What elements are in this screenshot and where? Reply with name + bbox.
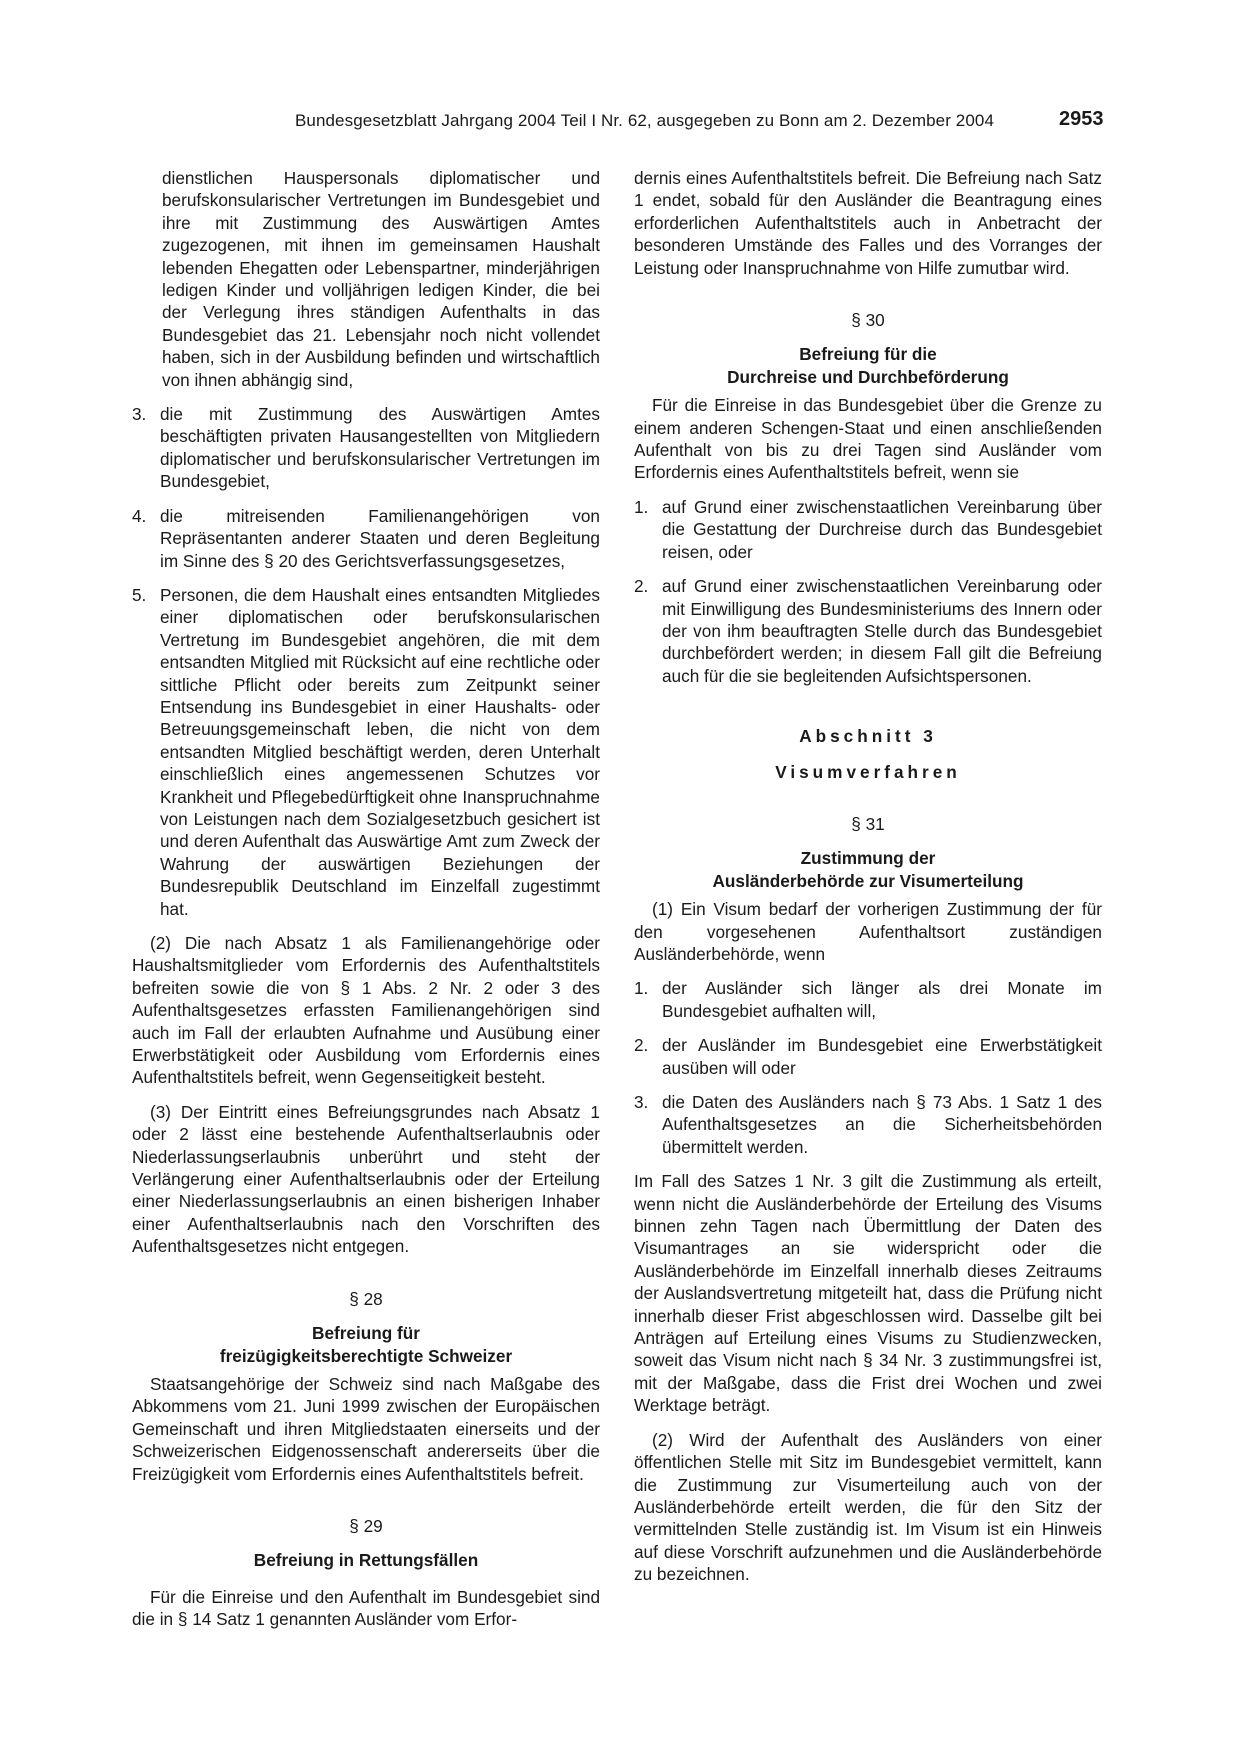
list-item: [634, 977, 1102, 1022]
page-header: [0, 0, 1244, 140]
item-text: Personen, die dem Haushalt eines entsandten Mitgliedes einer diplomatischen oder berufskonsularischen Vertretung im Bundesgebiet angehören, die mit dem entsandten Mitglied mit Rücksicht auf eine rechtliche oder sittliche Pflicht oder bereits zum Zeitpunkt seiner Entsendung ins Bundesgebiet in einer Haushalts- oder Betreuungsgemeinschaft leben, die nicht von dem entsandten Mitglied beschäftigt werden, deren Unterhalt einschließlich eines angemessenen Schutzes vor Krankheit und Pflegebedürftigkeit ohne Inanspruchnahme von Leistungen nach dem Sozialgesetzbuch gesichert ist und deren Aufenthalt das Auswärtige Amt zum Zweck der Wahrung der auswärtigen Beziehungen der Bundesrepublik Deutschland im Einzelfall zugestimmt hat.: [160, 584, 600, 919]
right-column: [634, 167, 1102, 1598]
item-text: die mitreisenden Familienangehörigen von Repräsentanten anderer Staaten und deren Begleitung im Sinne des § 20 des Gerichtsverfassungsgesetzes,: [160, 505, 600, 571]
item-text: die mit Zustimmung des Auswärtigen Amtes beschäftigten privaten Hausangestellten von Mitgliedern diplomatischer und berufskonsularischer Vertretungen im Bundesgebiet,: [160, 404, 600, 492]
section-title-29: Befreiung in Rettungsfällen: [253, 1550, 479, 1571]
section-31-absatz-1-continuation: Im Fall des Satzes 1 Nr. 3 gilt die Zustimmung als erteilt, wenn nicht die Ausländerbehörde der Erteilung des Visums binnen zehn Tagen nach Übermittlung der Daten des Visumantrages an sie widerspricht oder die Ausländerbehörde im Einzelfall innerhalb dieses Zeitraums der Auslandsvertretung mitgeteilt hat, dass die Prüfung nicht innerhalb dieser Frist abgeschlossen wird. Dasselbe gilt bei Anträgen auf Erteilung eines Visums zu Studienzwecken, soweit das Visum nicht nach § 34 Nr. 3 zustimmungsfrei ist, mit der Maßgabe, dass die Frist drei Wochen und zwei Werktage beträgt.: [634, 1171, 1102, 1416]
item-text: auf Grund einer zwischenstaatlichen Vereinbarung über die Gestattung der Durchreise durch das Bundesgebiet reisen, oder: [662, 496, 1102, 562]
item-number: 1.: [634, 496, 649, 517]
item-number: 5.: [132, 584, 147, 605]
list-item: [634, 1034, 1102, 1079]
list-item: [132, 584, 600, 920]
list-item: [634, 575, 1102, 687]
item-number: 2.: [634, 576, 649, 597]
item-text: die Daten des Ausländers nach § 73 Abs. 1 Satz 1 des Aufenthaltsgesetzes an die Sicherheitsbehörden übermittelt werden.: [662, 1092, 1102, 1157]
section-30-text: Für die Einreise in das Bundesgebiet über die Grenze zu einem anderen Schengen-Staat und einen anschließenden Aufenthalt von bis zu drei Tagen sind Ausländer vom Erfordernis eines Aufenthaltstitels befreit, wenn sie: [634, 395, 1102, 483]
list-item: [634, 1091, 1102, 1158]
item-text: auf Grund einer zwischenstaatlichen Vereinbarung oder mit Einwilligung des Bundesministeriums des Innern oder der von ihm beauftragten Stelle durch das Bundesgebiet durchbefördert werden; in diesem Fall gilt die Befreiung auch für die sie begleitenden Aufsichtspersonen.: [662, 576, 1102, 686]
page-number: 2953: [1059, 108, 1104, 130]
list-item: [132, 505, 600, 572]
paragraph-absatz-2: (2) Die nach Absatz 1 als Familienangehörige oder Haushaltsmitglieder vom Erfordernis des Aufenthaltstitels befreiten sowie die von § 1 Abs. 2 Nr. 2 oder 3 des Aufenthaltsgesetzes erfassten Familienangehörigen sind auch im Fall der erlaubten Aufnahme und Ausübung einer Erwerbstätigkeit oder Ausbildung vom Erfordernis eines Aufenthaltstitels befreit, wenn Gegenseitigkeit besteht.: [132, 933, 600, 1088]
section-number-30: § 30: [851, 310, 885, 331]
section-number-29: § 29: [349, 1515, 383, 1536]
section-title-line: Befreiung für die: [799, 344, 937, 365]
section-title-30: [634, 343, 1102, 388]
section-title-line: Durchreise und Durchbeförderung: [727, 366, 1009, 387]
item-text: der Ausländer im Bundesgebiet eine Erwerbstätigkeit ausüben will oder: [662, 1035, 1102, 1078]
item-number: 3.: [634, 1092, 649, 1112]
part-title: Visumverfahren: [775, 761, 961, 782]
section-29-continuation: dernis eines Aufenthaltstitels befreit. Die Befreiung nach Satz 1 endet, sobald für den Ausländer die Beantragung eines erforderlichen Aufenthaltstitels auch in Anbetracht der besonderen Umstände des Falles und des Vorranges der Leistung oder Inanspruchnahme von Hilfe zumutbar wird.: [634, 168, 1102, 278]
section-31-absatz-1: (1) Ein Visum bedarf der vorherigen Zustimmung der für den vorgesehenen Aufenthaltsort zuständigen Ausländerbehörde, wenn: [634, 899, 1102, 964]
paragraph-absatz-3: (3) Der Eintritt eines Befreiungsgrundes nach Absatz 1 oder 2 lässt eine bestehende Aufenthaltserlaubnis oder Niederlassungserlaubnis unberührt und steht der Verlängerung einer Aufenthaltserlaubnis oder der Erteilung einer Niederlassungserlaubnis an einen bisherigen Inhaber einer Aufenthaltserlaubnis nach den Vorschriften des Aufenthaltsgesetzes nicht entgegen.: [132, 1101, 600, 1257]
section-title-line: Zustimmung der: [800, 848, 936, 869]
list-item: [132, 403, 600, 493]
part-label: Abschnitt 3: [799, 726, 937, 747]
section-28-text: Staatsangehörige der Schweiz sind nach Maßgabe des Abkommens vom 21. Juni 1999 zwischen der Europäischen Gemeinschaft und ihren Mitgliedstaaten einerseits und der Schweizerischen Eidgenossenschaft andererseits über die Freizügigkeit vom Erfordernis eines Aufenthaltstitels befreit.: [132, 1373, 600, 1484]
section-number-28: § 28: [349, 1288, 383, 1309]
section-31-absatz-2: (2) Wird der Aufenthalt des Ausländers von einer öffentlichen Stelle mit Sitz im Bundesgebiet vermittelt, kann die Zustimmung zur Visumerteilung auch von der Ausländerbehörde erteilt werden, die für den Sitz der vermittelnden Stelle zuständig ist. Im Visum ist ein Hinweis auf diese Vorschrift aufzunehmen und die Ausländerbehörde zu bezeichnen.: [634, 1429, 1102, 1585]
section-title-28: [132, 1322, 600, 1367]
section-29-text: Für die Einreise und den Aufenthalt im Bundesgebiet sind die in § 14 Satz 1 genannten Ausländer vom Erfor-: [132, 1586, 600, 1630]
section-number-31: § 31: [851, 813, 885, 834]
item-number: 2.: [634, 1035, 649, 1056]
section-title-line: freizügigkeitsberechtigte Schweizer: [219, 1345, 513, 1366]
section-title-line: Ausländerbehörde zur Visumerteilung: [712, 870, 1024, 891]
item-number: 4.: [132, 505, 147, 526]
list-item: [634, 496, 1102, 563]
section-title-line: Befreiung für: [312, 1323, 420, 1344]
item-number: 1.: [634, 978, 649, 999]
item-2-continuation: dienstlichen Hauspersonals diplomatischer und berufskonsularischer Vertretungen im Bundesgebiet und ihre mit Zustimmung des Auswärtigen Amtes zugezogenen, mit ihnen im gemeinsamen Haushalt lebenden Ehegatten oder Lebenspartner, minderjährigen ledigen Kinder und volljährigen ledigen Kinder, die bei der Verlegung ihres ständigen Aufenthalts in das Bundesgebiet das 21. Lebensjahr noch nicht vollendet haben, sich in der Ausbildung befinden und wirtschaftlich von ihnen abhängig sind,: [162, 168, 600, 390]
left-column: [132, 167, 600, 1643]
item-text: der Ausländer sich länger als drei Monate im Bundesgebiet aufhalten will,: [662, 978, 1102, 1021]
item-number: 3.: [132, 404, 147, 425]
section-title-31: [634, 847, 1102, 892]
running-head: Bundesgesetzblatt Jahrgang 2004 Teil I Nr. 62, ausgegeben zu Bonn am 2. Dezember 2004: [294, 111, 994, 130]
